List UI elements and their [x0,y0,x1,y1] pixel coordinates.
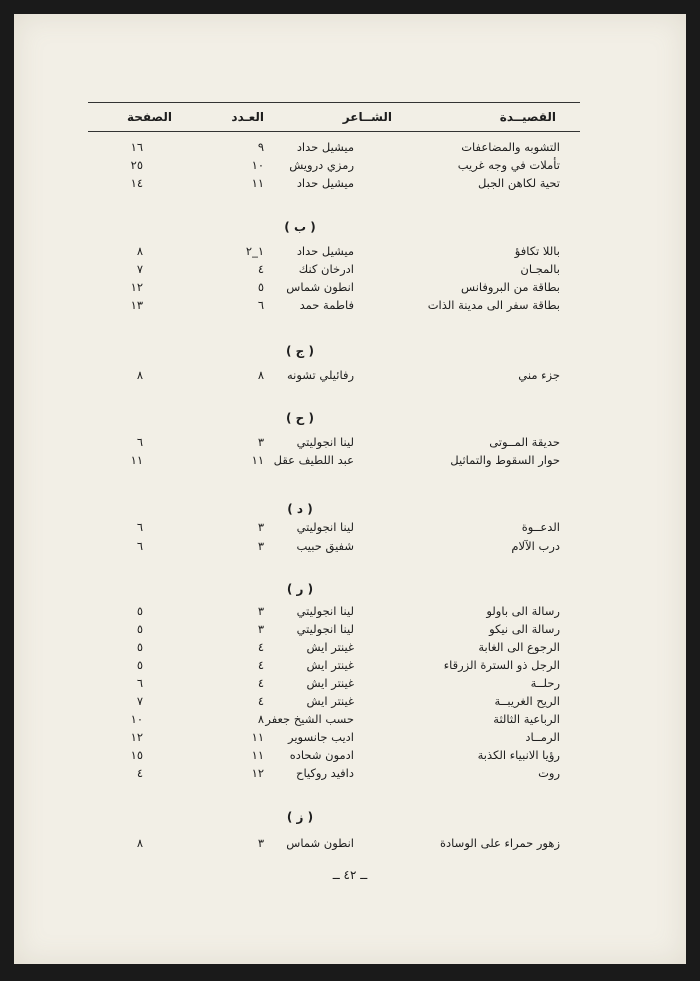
poet-name: فاطمة حمد [299,298,354,312]
poet-name: انطون شماس [286,836,354,850]
page-number: ١٤ [130,176,143,190]
page-number: ١٣ [130,298,143,312]
poet-name: ميشيل حداد [296,244,354,258]
issue-number: ١٢ [251,766,264,780]
poem-title: باللا تكافؤ [514,244,560,258]
table-row [88,602,580,620]
issue-number: ٤ [257,262,264,276]
poem-title: زهور حمراء على الوسادة [440,836,560,850]
page-number: ١٦ [130,140,143,154]
poet-name: لينا انجوليتي [296,520,354,534]
page-number: ٨ [136,368,143,382]
poem-title: الريح الغريبــة [494,694,560,708]
issue-number: ٤ [257,640,264,654]
page-number: ٥ [136,604,143,618]
table-row [88,174,580,192]
poem-title: بالمجـان [520,262,560,276]
poet-name: حسب الشيخ جعفر [265,712,354,726]
table-row [88,674,580,692]
page-number: ٧ [136,262,143,276]
poem-title: رسالة الى باولو [486,604,560,618]
page-number: ٢٥ [130,158,143,172]
table-row [88,710,580,728]
table-row [88,433,580,451]
issue-number: ٣ [257,622,264,636]
page-number: ٤ [136,766,143,780]
table-row [88,138,580,156]
poem-title: رسالة الى نيكو [489,622,560,636]
table-row [88,692,580,710]
poet-name: ميشيل حداد [296,140,354,154]
issue-number: ١١ [251,730,264,744]
table-row [88,638,580,656]
table-row [88,620,580,638]
page-footer-number: ــ ٤٢ ــ [332,868,368,882]
poem-title: بطاقة من البروفانس [461,280,560,294]
poet-name: رمزي درويش [289,158,354,172]
page-number: ١٢ [130,730,143,744]
table-row [88,656,580,674]
section-letter: ( ح ) [286,411,314,425]
section-letter: ( ر ) [286,582,314,596]
page-number: ١٢ [130,280,143,294]
table-row [88,451,580,469]
table-row [88,746,580,764]
page-number: ٥ [136,658,143,672]
issue-number: ٤ [257,676,264,690]
poem-title: جزء مني [518,368,560,382]
poet-name: دافيد روكياح [296,766,354,780]
header-page: الصفحة [126,110,172,124]
issue-number: ٣ [257,836,264,850]
section-letter: ( ز ) [286,810,314,824]
page-number: ٦ [136,520,143,534]
issue-number: ١١ [251,453,264,467]
poet-name: ميشيل حداد [296,176,354,190]
issue-number: ٣ [257,604,264,618]
poet-name: لينا انجوليتي [296,622,354,636]
poem-title: رحلــة [530,676,560,690]
issue-number: ٥ [257,280,264,294]
poem-title: تحية لكاهن الجبل [477,176,560,190]
header-poet: الشــاعر [342,110,392,124]
issue-number: ٣ [257,539,264,553]
poet-name: غينتر ايش [306,640,354,654]
page-number: ٧ [136,694,143,708]
poet-name: لينا انجوليتي [296,435,354,449]
poet-name: شفيق حبيب [296,539,354,553]
issue-number: ٨ [257,712,264,726]
poet-name: ادرخان كنك [298,262,354,276]
poem-title: الرمــاد [525,730,560,744]
poem-title: رؤيا الانبياء الكذبة [477,748,560,762]
poet-name: غينتر ايش [306,694,354,708]
poem-title: درب الآلام [511,539,560,553]
table-row [88,156,580,174]
issue-number: ١١ [251,748,264,762]
poet-name: اديب جانسوير [287,730,354,744]
poem-title: تأملات في وجه غريب [457,158,560,172]
section-letter: ( ب ) [284,220,316,234]
page-number: ١١ [130,453,143,467]
poet-name: لينا انجوليتي [296,604,354,618]
poet-name: ادمون شحاده [289,748,354,762]
page-number: ٥ [136,640,143,654]
table-row [88,764,580,782]
header-poem: القصيــدة [499,110,556,124]
poet-name: رفائيلي تشونه [286,368,354,382]
poet-name: عبد اللطيف عقل [273,453,354,467]
poem-title: بطاقة سفر الى مدينة الذات [427,298,560,312]
issue-number: ٤ [257,658,264,672]
table-row [88,278,580,296]
poem-title: التشوبه والمضاعفات [461,140,560,154]
issue-number: ١_٢ [245,244,264,258]
page-number: ٦ [136,435,143,449]
issue-number: ٩ [257,140,264,154]
issue-number: ٦ [257,298,264,312]
table-row [88,834,580,852]
document-page [14,14,686,964]
poet-name: غينتر ايش [306,658,354,672]
page-number: ١٠ [130,712,143,726]
section-letter: ( ج ) [286,344,314,358]
table-row [88,366,580,384]
page-number: ٥ [136,622,143,636]
page-number: ١٥ [130,748,143,762]
table-row [88,296,580,314]
issue-number: ٨ [257,368,264,382]
table-row [88,518,580,536]
page-number: ٦ [136,676,143,690]
issue-number: ٣ [257,435,264,449]
poet-name: غينتر ايش [306,676,354,690]
poem-title: الرجل ذو السترة الزرقاء [443,658,560,672]
issue-number: ٤ [257,694,264,708]
issue-number: ٣ [257,520,264,534]
table-row [88,537,580,555]
page-number: ٦ [136,539,143,553]
poem-title: الرجوع الى الغابة [478,640,560,654]
poet-name: انطون شماس [286,280,354,294]
page-number: ٨ [136,244,143,258]
table-row [88,242,580,260]
poem-title: حوار السقوط والتماثيل [450,453,560,467]
poem-title: الرباعية الثالثة [493,712,560,726]
header-number: العـدد [231,110,264,124]
issue-number: ١١ [251,176,264,190]
table-row [88,260,580,278]
table-row [88,728,580,746]
page-number: ٨ [136,836,143,850]
section-letter: ( د ) [287,502,313,516]
poem-title: روت [538,766,560,780]
poem-title: الدعــوة [521,520,560,534]
issue-number: ١٠ [251,158,264,172]
poem-title: حديقة المــوتى [489,435,560,449]
table-header [88,102,580,132]
